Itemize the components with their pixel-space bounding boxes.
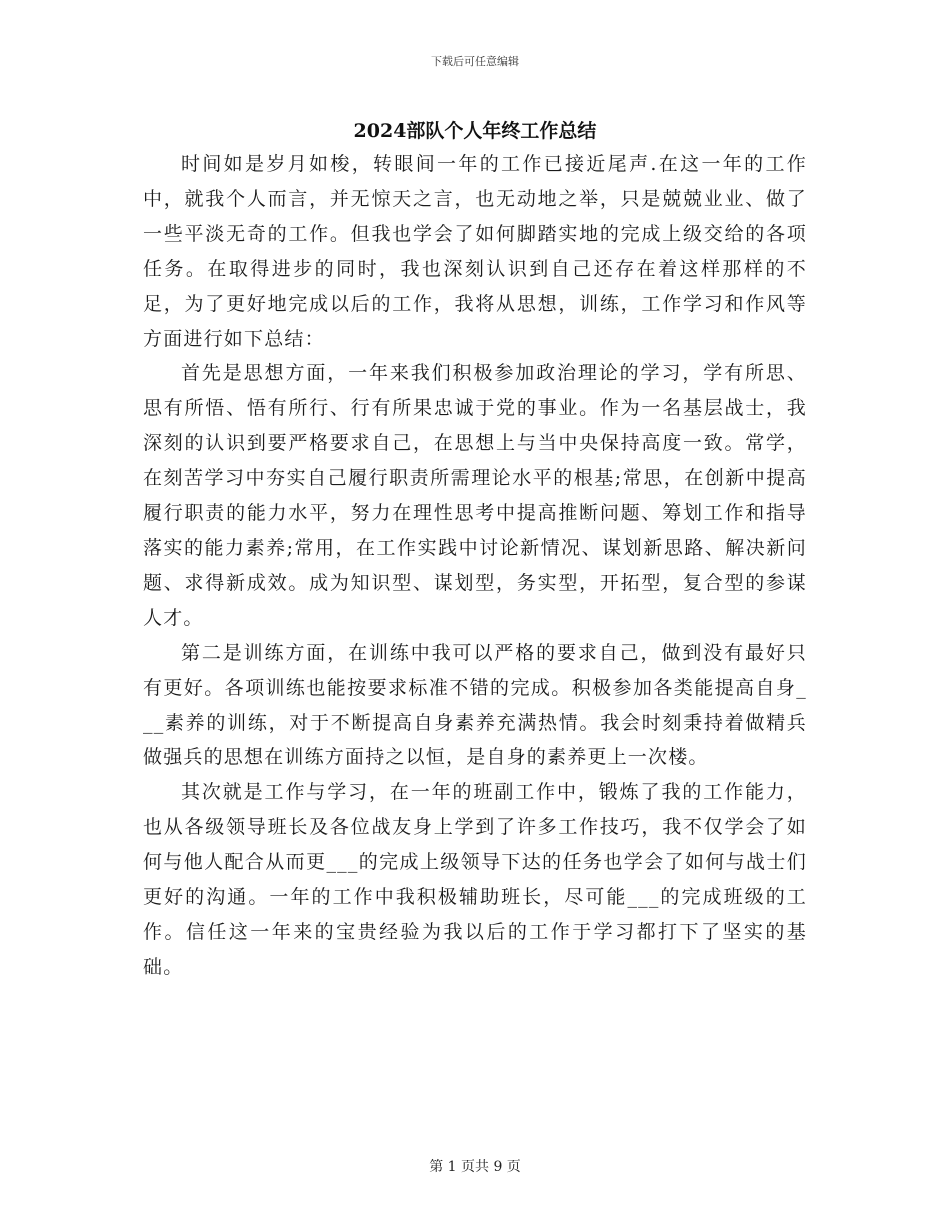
paragraph-training: 第二是训练方面，在训练中我可以严格的要求自己，做到没有最好只有更好。各项训练也能按要求标准不错的完成。积极参加各类能提高自身___素养的训练，对于不断提高自身素养充满热情。我会时刻秉持着做精兵做强兵的思想在训练方面持之以恒，是自身的素养更上一次楼。	[143, 641, 807, 769]
paragraph-thought: 首先是思想方面，一年来我们积极参加政治理论的学习，学有所思、思有所悟、悟有所行、行有所果忠诚于党的事业。作为一名基层战士，我深刻的认识到要严格要求自己，在思想上与当中央保持高度一致。常学，在刻苦学习中夯实自己履行职责所需理论水平的根基;常思，在创新中提高履行职责的能力水平，努力在理性思考中提高推断问题、筹划工作和指导落实的能力素养;常用，在工作实践中讨论新情况、谋划新思路、解决新问题、求得新成效。成为知识型、谋划型，务实型，开拓型，复合型的参谋人才。	[143, 362, 807, 629]
paragraph-intro: 时间如是岁月如梭，转眼间一年的工作已接近尾声.在这一年的工作中，就我个人而言，并无惊天之言，也无动地之举，只是兢兢业业、做了一些平淡无奇的工作。但我也学会了如何脚踏实地的完成上级交给的各项任务。在取得进步的同时，我也深刻认识到自己还存在着这样那样的不足，为了更好地完成以后的工作，我将从思想，训练，工作学习和作风等方面进行如下总结：	[143, 153, 807, 350]
page-number: 第 1 页共 9 页	[429, 1159, 521, 1175]
document-body	[143, 147, 807, 985]
header-note: 下载后可任意编辑	[431, 55, 519, 68]
paragraph-work-study: 其次就是工作与学习，在一年的班副工作中，锻炼了我的工作能力，也从各级领导班长及各位战友身上学到了许多工作技巧，我不仅学会了如何与他人配合从而更___的完成上级领导下达的任务也学会了如何与战士们更好的沟通。一年的工作中我积极辅助班长，尽可能___的完成班级的工作。信任这一年来的宝贵经验为我以后的工作于学习都打下了坚实的基础。	[143, 781, 807, 978]
document-title: 2024部队个人年终工作总结	[353, 120, 597, 142]
